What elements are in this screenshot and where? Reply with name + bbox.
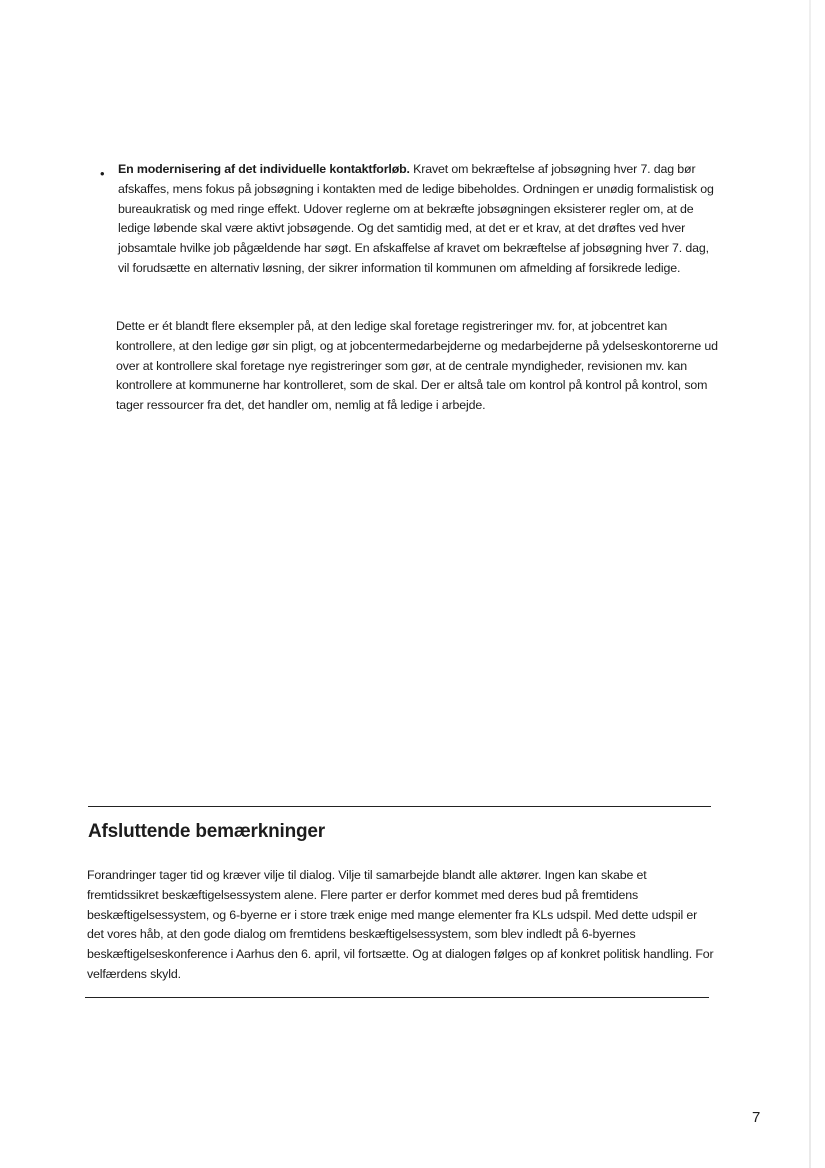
- bullet-item: [96, 160, 721, 279]
- scan-edge: [809, 0, 811, 1168]
- section-body: Forandringer tager tid og kræver vilje til dialog. Vilje til samarbejde blandt alle aktører. Ingen kan skabe et fremtidssikret beskæftigelsessystem alene. Flere parter er derfor kommet med deres bud på fremtidens beskæftigelsessystem, og 6-byerne er i store træk enige med mange elementer fra KLs udspil. Med dette udspil er det vores håb, at den gode dialog om fremtidens beskæftigelsessystem, som blev indledt på 6-byernes beskæftigelseskonference i Aarhus den 6. april, vil fortsætte. Og at dialogen følges op af konkret politisk handling. For velfærdens skyld.: [87, 868, 714, 981]
- page-number: 7: [752, 1109, 761, 1126]
- section-heading: Afsluttende bemærkninger: [88, 821, 325, 842]
- bullet-text: [118, 160, 721, 279]
- bullet-body: Kravet om bekræftelse af jobsøgning hver 7. dag bør afskaffes, mens fokus på jobsøgning i kontakten med de ledige bibeholdes. Ordningen er unødig formalistisk og bureaukratisk og med ringe effekt. Udover reglerne om at bekræfte jobsøgningen eksisterer regler om, at de ledige løbende skal være aktivt jobsøgende. Og det samtidig med, at det er et krav, at det drøftes ved hver jobsamtale hvilke job pågældende har søgt. En afskaffelse af kravet om bekræftelse af jobsøgning hver 7. dag, vil forudsætte en alternativ løsning, der sikrer information til kommunen om afmelding af forsikrede ledige.: [118, 162, 714, 275]
- body-paragraph: Dette er ét blandt flere eksempler på, at den ledige skal foretage registreringer mv. for, at jobcentret kan kontrollere, at den ledige gør sin pligt, og at jobcentermedarbejderne og medarbejderne på ydelseskontorerne ud over at kontrollere skal foretage nye registreringer som gør, at de centrale myndigheder, revisionen mv. kan kontrollere at kommunerne har kontrolleret, som de skal. Der er altså tale om kontrol på kontrol på kontrol, som tager ressourcer fra det, det handler om, nemlig at få ledige i arbejde.: [116, 319, 718, 413]
- bullet-marker: •: [100, 166, 105, 181]
- bullet-lead: En modernisering af det individuelle kontaktforløb.: [118, 162, 410, 176]
- section-rule-top: [88, 806, 711, 807]
- section-rule-bottom: [85, 997, 709, 998]
